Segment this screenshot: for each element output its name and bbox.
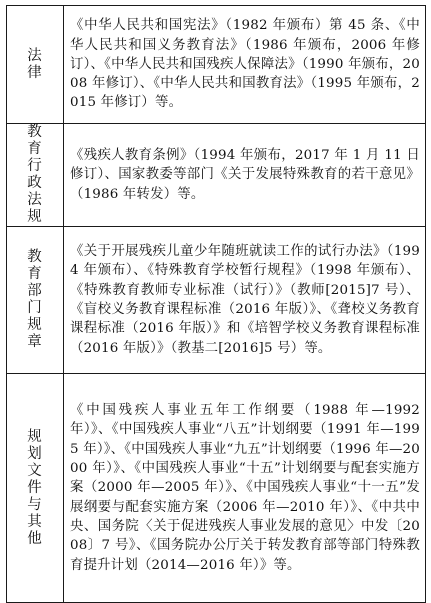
category-label: 规划文件与其他 xyxy=(27,428,43,547)
category-label: 教育行政法规 xyxy=(27,124,43,225)
category-cell xyxy=(7,374,64,603)
table-row-law xyxy=(7,6,426,124)
category-label: 教育部门规章 xyxy=(27,249,43,350)
category-cell xyxy=(7,227,64,374)
category-label: 法律 xyxy=(27,47,43,81)
table-row-administrative-regulations xyxy=(7,124,426,227)
category-cell xyxy=(7,124,64,227)
content-cell: 《残疾人教育条例》（1994 年颁布，2017 年 1 月 11 日修订）、国家教委等部门《关于发展特殊教育的若干意见》（1986 年转发）等。 xyxy=(64,124,426,227)
category-cell xyxy=(7,6,64,124)
content-cell: 《关于开展残疾儿童少年随班就读工作的试行办法》（1994 年颁布）、《特殊教育学校暂行规程》（1998 年颁布）、《特殊教育教师专业标准（试行）》（教师[2015]7 号）、《盲校义务教育课程标准（2016 年版）》、《聋校义务教育课程标准（2016 年版）》和《培智学校义务教育课程标准（2016 年版）》（教基二[2016]5 号）等。 xyxy=(64,227,426,374)
content-cell: 《中国残疾人事业五年工作纲要（1988 年—1992 年）》、《中国残疾人事业“八五”计划纲要（1991 年—1995 年）》、《中国残疾人事业“九五”计划纲要（1996 年—2000 年）》、《中国残疾人事业“十五”计划纲要与配套实施方案（2000 年—2005 年）》、《中国残疾人事业“十一五”发展纲要与配套实施方案（2006 年—2010 年）》、《中共中央、国务院〈关于促进残疾人事业发展的意见〉中发〔2008〕7 号》、《国务院办公厅关于转发教育部等部门特殊教育提升计划（2014—2016 年）》等。 xyxy=(64,374,426,603)
table-row-planning-documents xyxy=(7,374,426,603)
table-row-department-rules xyxy=(7,227,426,374)
legal-framework-table xyxy=(6,5,426,603)
document-page xyxy=(6,5,426,603)
content-cell: 《中华人民共和国宪法》（1982 年颁布）第 45 条、《中华人民共和国义务教育法》（1986 年颁布，2006 年修订）、《中华人民共和国残疾人保障法》（1990 年颁布，2008 年修订）、《中华人民共和国教育法》（1995 年颁布，2015 年修订）等。 xyxy=(64,6,426,124)
